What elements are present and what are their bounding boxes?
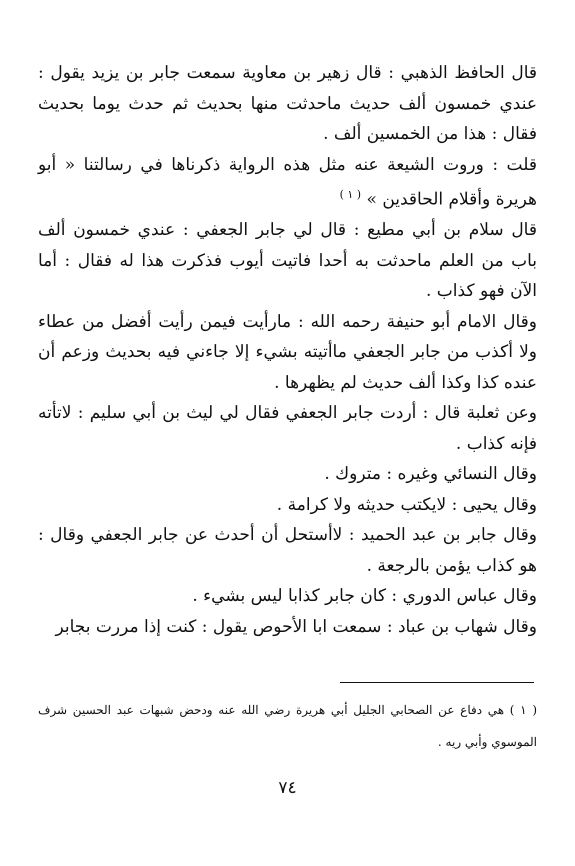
footnote-text: ( ١ ) هي دفاع عن الصحابي الجليل أبي هريرة رضي الله عنه ودحض شبهات عبد الحسين شرف الموسوي وأبي ريه . bbox=[38, 703, 538, 749]
footnote-reference: ( ١ ) bbox=[339, 188, 362, 201]
paragraph-9: وقال عباس الدوري : كان جابر كذابا ليس بشيء . bbox=[192, 586, 537, 607]
paragraph-2 bbox=[38, 150, 537, 216]
paragraph-8: وقال جابر بن عبد الحميد : لاأستحل أن أحدث عن جابر الجعفي وقال : هو كذاب يؤمن بالرجعة . bbox=[38, 525, 537, 576]
paragraph-6: وقال النسائي وغيره : متروك . bbox=[324, 464, 537, 485]
footnote-area bbox=[38, 694, 537, 758]
paragraph-4: وقال الامام أبو حنيفة رحمه الله : مارأيت فيمن رأيت أفضل من عطاء ولا أكذب من جابر الجعفي ماأتيته بشيء إلا جاءني فيه بحديث وزعم أن عنده كذا وكذا ألف حديث لم يظهرها . bbox=[38, 311, 537, 393]
paragraph-3: قال سلام بن أبي مطيع : قال لي جابر الجعفي : عندي خمسون ألف باب من العلم ماحدثت به أحدا فاتيت أيوب فذكرت هذا له فقال : أما الآن فهو كذاب . bbox=[38, 220, 537, 302]
main-text bbox=[38, 58, 537, 642]
paragraph-7: وقال يحيى : لايكتب حديثه ولا كرامة . bbox=[276, 494, 537, 515]
page-number: ٧٤ bbox=[278, 778, 297, 798]
paragraph-10: وقال شهاب بن عباد : سمعت ابا الأحوص يقول : كنت إذا مررت بجابر bbox=[55, 616, 537, 637]
paragraph-1: قال الحافظ الذهبي : قال زهير بن معاوية سمعت جابر بن يزيد يقول : عندي خمسون ألف حديث ماحدثت منها بحديث ثم حدث يوما بحديث فقال : هذا من الخمسين ألف . bbox=[38, 63, 537, 144]
paragraph-5: وعن ثعلبة قال : أردت جابر الجعفي فقال لي ليث بن أبي سليم : لاتأته فإنه كذاب . bbox=[38, 403, 537, 454]
paragraph-2-text: قلت : وروت الشيعة عنه مثل هذه الرواية ذكرناها في رسالتنا « أبو هريرة وأقلام الحاقدين » bbox=[38, 154, 537, 210]
footnote-divider bbox=[340, 682, 534, 683]
